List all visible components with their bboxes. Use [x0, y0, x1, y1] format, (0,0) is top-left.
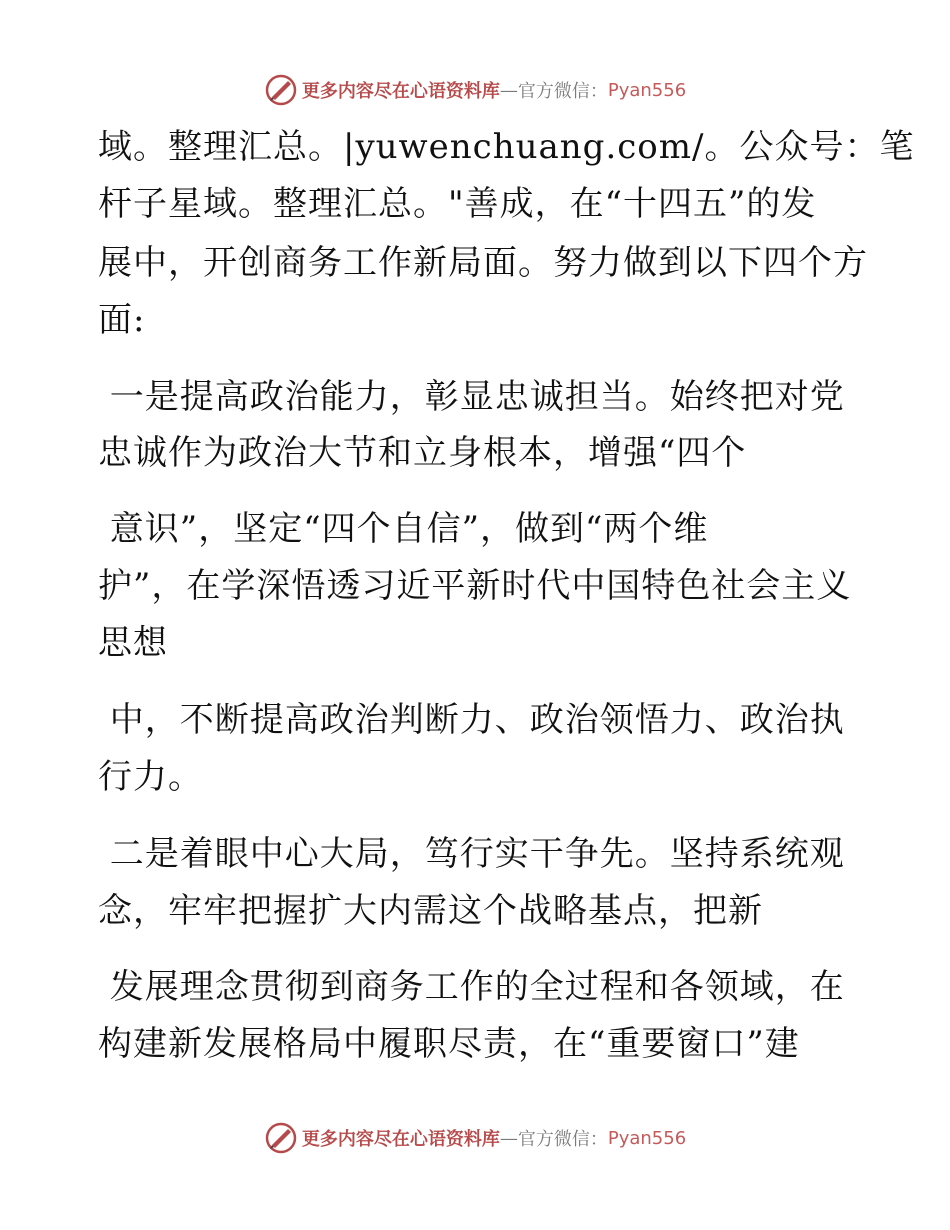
body-line: 二是着眼中心大局，笃行实干争先。坚持系统观: [98, 834, 845, 874]
body-line: 杆子星域。整理汇总。"善成，在“十四五”的发: [98, 184, 817, 224]
body-line: 护”，在学深悟透习近平新时代中国特色社会主义: [98, 566, 852, 606]
banner-dash: —: [499, 79, 518, 101]
banner-wechat-id: Pyan556: [607, 1127, 687, 1149]
body-line: 思想: [98, 623, 168, 663]
banner-wechat-label: 官方微信：: [517, 81, 608, 102]
logo-icon: [264, 1121, 298, 1155]
body-line: 意识”，坚定“四个自信”，做到“两个维: [98, 509, 709, 549]
body-line: 忠诚作为政治大节和立身根本，增强“四个: [98, 433, 747, 473]
footer-banner: [0, 1118, 950, 1158]
body-line: 面:: [98, 300, 146, 340]
body-line: 构建新发展格局中履职尽责，在“重要窗口”建: [98, 1024, 800, 1064]
banner-dash: —: [499, 1127, 518, 1149]
logo-icon: [264, 73, 298, 107]
body-line: 行力。: [98, 757, 203, 797]
banner-title: 更多内容尽在心语资料库: [301, 81, 500, 102]
body-line: 发展理念贯彻到商务工作的全过程和各领域，在: [98, 967, 845, 1007]
banner-title: 更多内容尽在心语资料库: [301, 1129, 500, 1150]
banner-wechat-label: 官方微信：: [517, 1129, 608, 1150]
body-line: 中，不断提高政治判断力、政治领悟力、政治执: [98, 700, 845, 740]
body-line: 念，牢牢把握扩大内需这个战略基点，把新: [98, 891, 763, 931]
body-line: 展中，开创商务工作新局面。努力做到以下四个方: [98, 243, 868, 283]
banner-wechat-id: Pyan556: [607, 79, 687, 101]
body-line: 域。整理汇总。|yuwenchuang.com/。公众号：笔: [98, 127, 915, 167]
body-line: 一是提高政治能力，彰显忠诚担当。始终把对党: [98, 377, 845, 417]
header-banner: [0, 70, 950, 110]
